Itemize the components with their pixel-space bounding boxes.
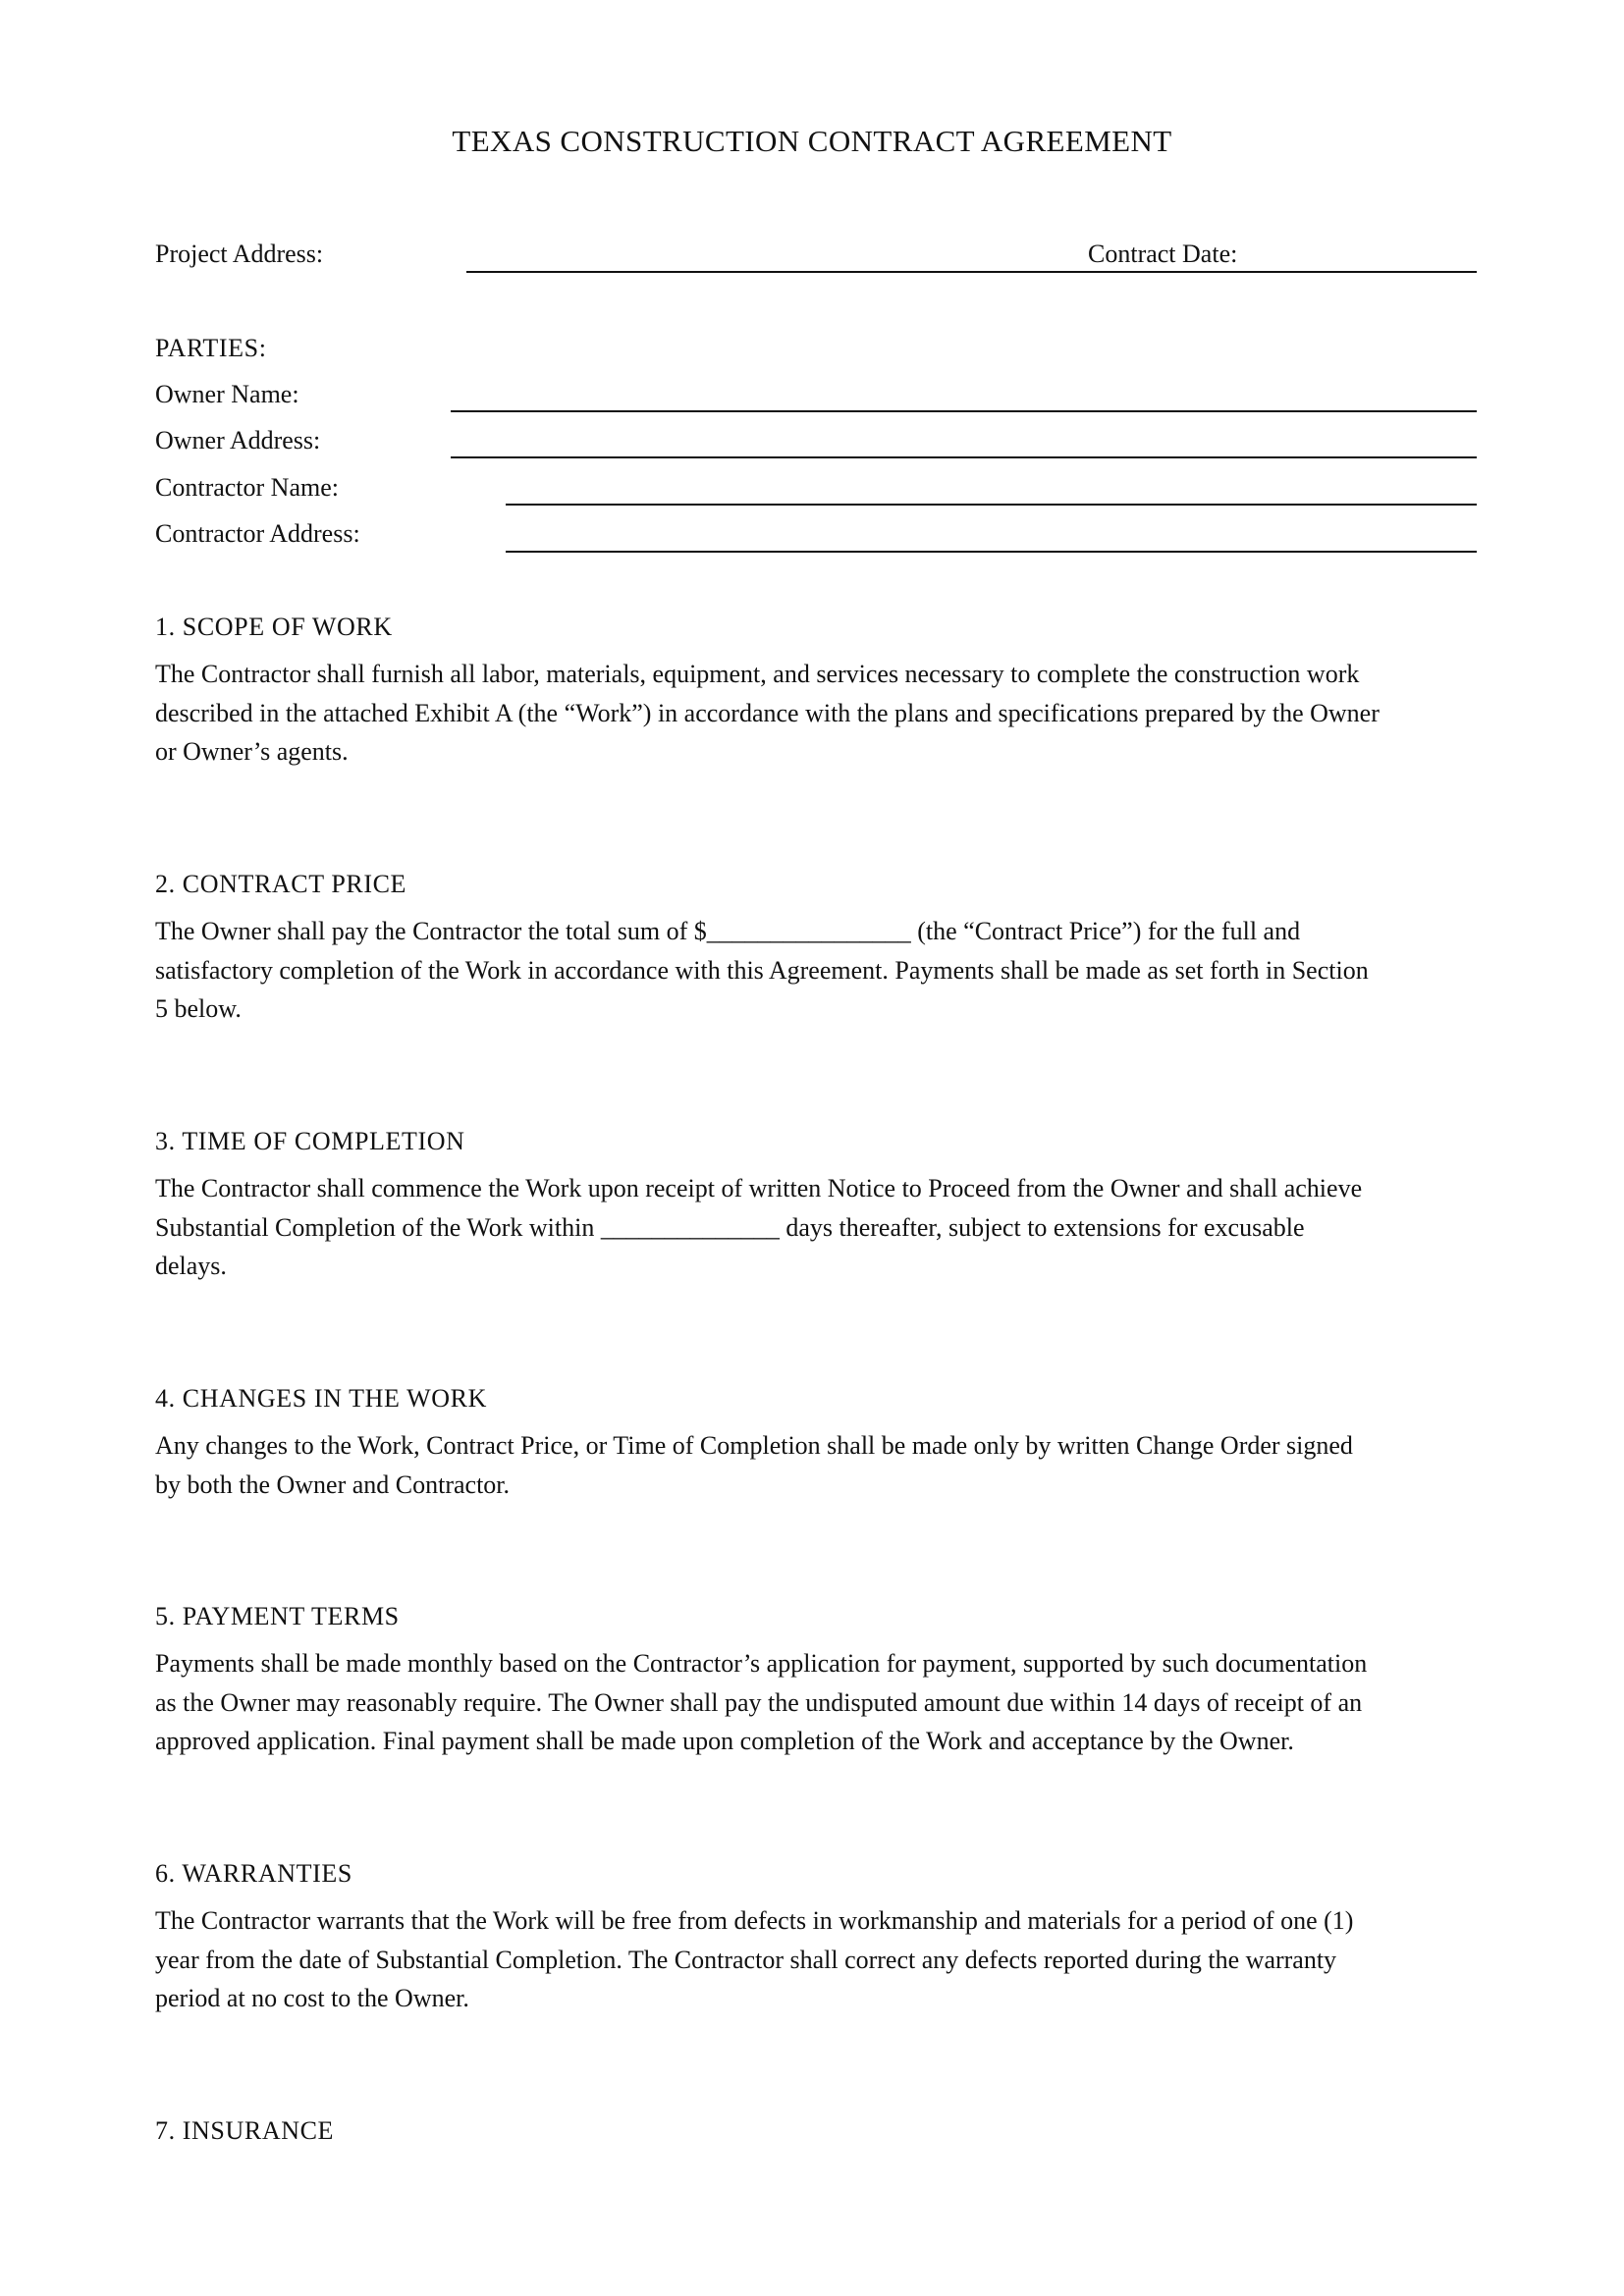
body-line: by both the Owner and Contractor. bbox=[155, 1469, 511, 1499]
body-line: The Contractor warrants that the Work will be free from defects in workmanship and materials for a period of one (1) bbox=[155, 1906, 1354, 1935]
document-title: TEXAS CONSTRUCTION CONTRACT AGREEMENT bbox=[452, 124, 1172, 158]
section-body-time-of-completion bbox=[155, 1169, 1481, 1286]
body-line: satisfactory completion of the Work in accordance with this Agreement. Payments shall be made as set forth in Section bbox=[155, 955, 1369, 985]
contract-date-line[interactable] bbox=[1088, 271, 1477, 273]
section-body-scope-of-work bbox=[155, 655, 1481, 772]
section-heading-time-of-completion: 3. TIME OF COMPLETION bbox=[155, 1127, 465, 1155]
contract-date-label: Contract Date: bbox=[1088, 240, 1238, 268]
project-address-line[interactable] bbox=[466, 271, 1089, 273]
section-body-contract-price bbox=[155, 912, 1481, 1029]
section-body-payment-terms bbox=[155, 1644, 1481, 1761]
body-line: Payments shall be made monthly based on the Contractor’s application for payment, supported by such documentation bbox=[155, 1649, 1368, 1678]
section-heading-payment-terms: 5. PAYMENT TERMS bbox=[155, 1602, 400, 1630]
body-line: 5 below. bbox=[155, 994, 242, 1023]
owner-address-line[interactable] bbox=[451, 456, 1477, 458]
owner-address-label: Owner Address: bbox=[155, 426, 321, 454]
section-body-changes-in-the-work bbox=[155, 1426, 1481, 1504]
contractor-name-line[interactable] bbox=[506, 504, 1477, 506]
body-line: described in the attached Exhibit A (the “Work”) in accordance with the plans and specifications prepared by the Owner bbox=[155, 698, 1380, 727]
contractor-address-label: Contractor Address: bbox=[155, 519, 360, 548]
contractor-address-line[interactable] bbox=[506, 551, 1477, 553]
body-line: period at no cost to the Owner. bbox=[155, 1984, 469, 2012]
section-heading-contract-price: 2. CONTRACT PRICE bbox=[155, 870, 407, 898]
body-line: delays. bbox=[155, 1252, 227, 1280]
contractor-name-label: Contractor Name: bbox=[155, 473, 339, 502]
body-line: The Contractor shall furnish all labor, materials, equipment, and services necessary to complete the construction work bbox=[155, 660, 1360, 688]
section-body-warranties bbox=[155, 1901, 1481, 2018]
owner-name-line[interactable] bbox=[451, 410, 1477, 412]
section-heading-warranties: 6. WARRANTIES bbox=[155, 1859, 352, 1888]
section-heading-changes-in-the-work: 4. CHANGES IN THE WORK bbox=[155, 1384, 487, 1413]
body-line: Any changes to the Work, Contract Price, or Time of Completion shall be made only by written Change Order signed bbox=[155, 1431, 1353, 1460]
owner-name-label: Owner Name: bbox=[155, 380, 299, 408]
section-heading-insurance: 7. INSURANCE bbox=[155, 2116, 334, 2145]
body-line: approved application. Final payment shall be made upon completion of the Work and acceptance by the Owner. bbox=[155, 1727, 1294, 1755]
body-line: or Owner’s agents. bbox=[155, 737, 349, 766]
body-line: year from the date of Substantial Completion. The Contractor shall correct any defects reported during the warranty bbox=[155, 1945, 1337, 1974]
parties-heading: PARTIES: bbox=[155, 334, 267, 362]
body-line: The Contractor shall commence the Work upon receipt of written Notice to Proceed from the Owner and shall achieve bbox=[155, 1174, 1363, 1202]
body-line: Substantial Completion of the Work within ______________ days thereafter, subject to extensions for excusable bbox=[155, 1212, 1305, 1242]
body-line: as the Owner may reasonably require. The Owner shall pay the undisputed amount due within 14 days of receipt of an bbox=[155, 1687, 1363, 1717]
project-address-label: Project Address: bbox=[155, 240, 324, 268]
body-line: The Owner shall pay the Contractor the total sum of $________________ (the “Contract Price”) for the full and bbox=[155, 917, 1301, 945]
section-heading-scope-of-work: 1. SCOPE OF WORK bbox=[155, 613, 393, 641]
